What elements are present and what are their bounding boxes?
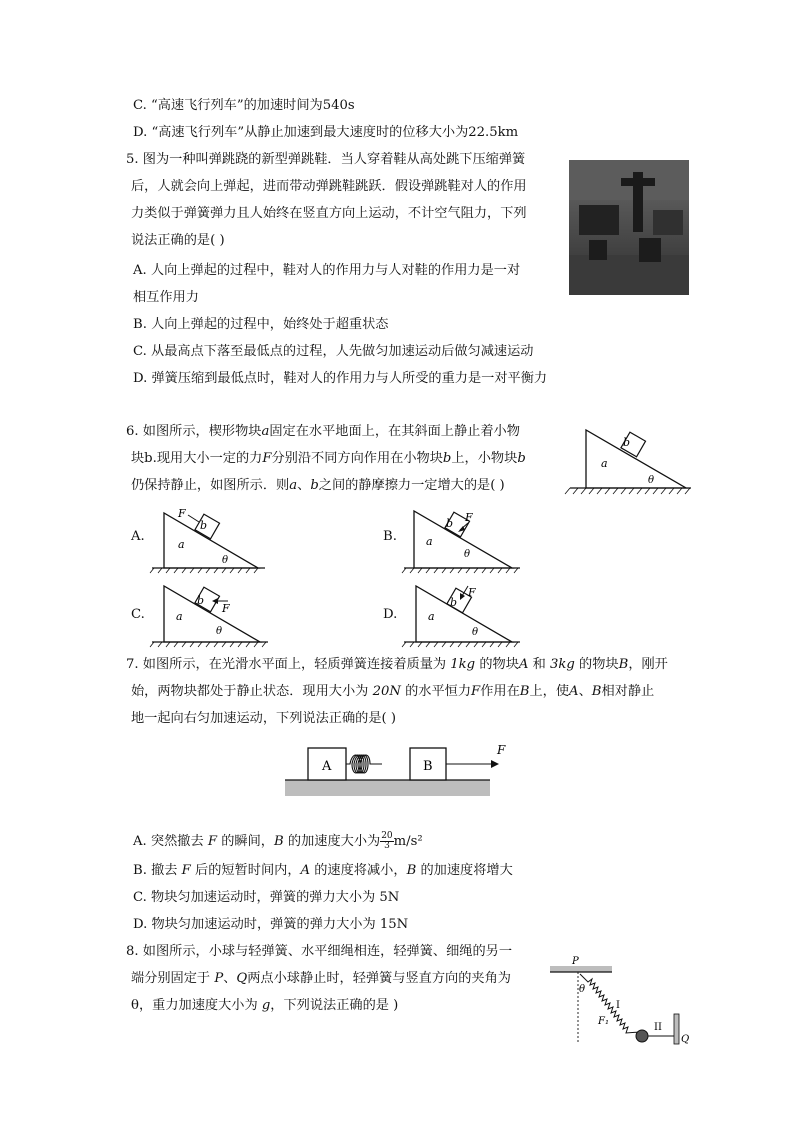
q5-option-d: D. 弹簧压缩到最低点时，鞋对人的作用力与人所受的重力是一对平衡力	[133, 371, 548, 386]
q4-option-c: C. “高速飞行列车”的加速时间为540s	[133, 98, 355, 113]
q6-figure-b	[402, 505, 527, 575]
q5-option-a-line2: 相互作用力	[133, 290, 199, 305]
q6-main-label-theta: θ	[648, 475, 655, 486]
q5-photo-drawing	[569, 160, 689, 295]
svg-text:a: a	[178, 538, 185, 551]
q6-main-figure	[568, 425, 698, 495]
q6-figure-c	[150, 582, 275, 652]
q7-option-b: B. 撤去 F 后的短暂时间内，A 的速度将减小，B 的加速度将增大	[133, 863, 513, 878]
q7-option-c: C. 物块匀加速运动时，弹簧的弹力大小为 5N	[133, 890, 400, 905]
svg-text:F₁: F₁	[598, 1016, 609, 1027]
svg-text:Q: Q	[681, 1034, 690, 1045]
q5-option-b: B. 人向上弹起的过程中，始终处于超重状态	[133, 317, 389, 332]
svg-text:I: I	[616, 1000, 620, 1011]
svg-text:a: a	[426, 535, 433, 548]
svg-text:A: A	[322, 759, 332, 774]
q5-option-a-line1: A. 人向上弹起的过程中，鞋对人的作用力与人对鞋的作用力是一对	[133, 263, 521, 278]
q5-stem-line1: 5. 图为一种叫弹跳跷的新型弹跳鞋．当人穿着鞋从高处跳下压缩弹簧	[126, 152, 526, 167]
q7-stem-line1: 7. 如图所示，在光滑水平面上，轻质弹簧连接着质量为 1kg 的物块A 和 3kg 的物块B，刚开	[126, 657, 668, 672]
q6-main-label-a: a	[601, 457, 608, 470]
q7-option-a-fraction: $\frac{20}{3}$	[381, 831, 393, 851]
svg-text:II: II	[654, 1022, 662, 1033]
q5-stem-line3: 力类似于弹簧弹力且人始终在竖直方向上运动，不计空气阻力，下列	[131, 206, 527, 221]
svg-text:F: F	[468, 586, 476, 599]
svg-text:F: F	[497, 743, 506, 757]
q6-option-a: A.	[131, 529, 145, 544]
q6-option-d: D.	[383, 607, 398, 622]
svg-text:F: F	[465, 511, 473, 524]
svg-text:F: F	[222, 602, 230, 615]
q8-stem-line3: θ，重力加速度大小为 g，下列说法正确的是 )	[131, 998, 399, 1013]
svg-text:b: b	[200, 519, 208, 532]
q6-option-b: B.	[383, 529, 397, 544]
q6-figure-d	[402, 582, 527, 652]
q7-option-d: D. 物块匀加速运动时，弹簧的弹力大小为 15N	[133, 917, 409, 932]
q6-figure-a	[150, 505, 270, 575]
q6-main-label-b: b	[623, 436, 631, 449]
q5-photo-image	[569, 160, 689, 295]
q8-stem-line1: 8. 如图所示，小球与轻弹簧、水平细绳相连，轻弹簧、细绳的另一	[126, 944, 513, 959]
svg-text:b: b	[450, 596, 458, 609]
svg-text:b: b	[197, 594, 205, 607]
q8-figure	[550, 952, 700, 1047]
svg-text:B: B	[423, 759, 433, 774]
svg-text:P: P	[572, 956, 579, 967]
q6-stem-line1: 6. 如图所示，楔形物块a固定在水平地面上，在其斜面上静止着小物	[126, 424, 520, 439]
svg-text:θ: θ	[464, 549, 471, 560]
q7-stem-line2: 始，两物块都处于静止状态．现用大小为 20N 的水平恒力F作用在B上，使A、B相对静止	[131, 684, 655, 699]
q6-stem-line2: 块b.现用大小一定的力F分别沿不同方向作用在小物块b上，小物块b	[131, 451, 526, 466]
svg-text:a: a	[428, 610, 435, 623]
svg-text:θ: θ	[579, 984, 586, 995]
q5-option-c: C. 从最高点下落至最低点的过程，人先做匀加速运动后做匀减速运动	[133, 344, 534, 359]
q4-option-d: D. “高速飞行列车”从静止加速到最大速度时的位移大小为22.5km	[133, 125, 519, 140]
svg-text:F: F	[178, 507, 186, 520]
svg-text:θ: θ	[222, 555, 229, 566]
svg-text:b: b	[446, 517, 454, 530]
q6-option-c: C.	[131, 607, 145, 622]
q8-stem-line2: 端分别固定于 P、Q两点小球静止时，轻弹簧与竖直方向的夹角为	[131, 971, 511, 986]
q5-stem-line4: 说法正确的是( )	[131, 233, 225, 248]
svg-text:a: a	[176, 610, 183, 623]
q7-option-a: A. 突然撤去 F 的瞬间，B 的加速度大小为 $\frac{20}{3}$ m/s²	[133, 831, 423, 851]
q7-figure	[285, 740, 515, 800]
svg-text:θ: θ	[472, 627, 479, 638]
q7-stem-line3: 地一起向右匀加速运动，下列说法正确的是( )	[131, 711, 397, 726]
q5-stem-line2: 后，人就会向上弹起，进而带动弹跳鞋跳跃．假设弹跳鞋对人的作用	[131, 179, 527, 194]
svg-text:θ: θ	[216, 626, 223, 637]
q6-stem-line3: 仍保持静止，如图所示．则a、b之间的静摩擦力一定增大的是( )	[131, 478, 505, 493]
